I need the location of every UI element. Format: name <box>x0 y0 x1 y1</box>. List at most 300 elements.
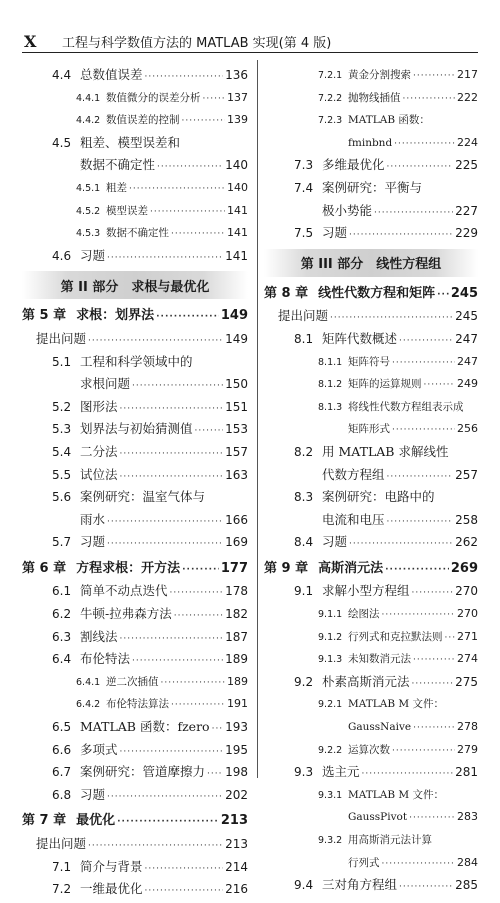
toc-title: 运算次数 <box>348 743 390 756</box>
toc-page-number: 245 <box>455 309 478 324</box>
toc-entry-line <box>22 351 248 374</box>
toc-title: 案例研究：平衡与 <box>322 179 423 195</box>
toc-entry <box>22 878 248 901</box>
toc-entry-line <box>264 396 478 419</box>
toc-page-number: 191 <box>227 697 248 711</box>
toc-title: 选主元 <box>322 764 360 780</box>
toc-title: 电流和电压 <box>322 511 385 527</box>
toc-number: 5.3 <box>52 422 72 437</box>
toc-number: 5.2 <box>52 399 72 414</box>
toc-title: 线性代数方程和矩阵 <box>318 285 436 301</box>
toc-title: 一维最优化 <box>80 881 143 897</box>
toc-title: 数据不确定性 <box>106 227 169 240</box>
toc-number: 8.1.3 <box>318 401 343 413</box>
leader-dots <box>129 178 225 201</box>
toc-entry <box>264 874 478 897</box>
toc-title: 代数方程组 <box>322 466 385 482</box>
toc-entry <box>264 132 478 155</box>
leader-dots <box>117 811 219 834</box>
toc-title: 习题 <box>322 534 348 550</box>
toc-number: 7.5 <box>294 226 314 241</box>
leader-dots <box>145 880 224 903</box>
toc-page-number: 262 <box>455 535 478 550</box>
toc-number: 6.1 <box>52 584 72 599</box>
leader-dots <box>399 330 453 353</box>
part-heading: 第 II 部分 求根与最优化 <box>22 271 248 299</box>
toc-chapter-entry <box>264 558 478 581</box>
toc-page-number: 271 <box>457 629 478 643</box>
toc-entry <box>264 222 478 245</box>
toc-title: 数据不确定性 <box>80 157 156 173</box>
toc-page-number: 279 <box>457 742 478 756</box>
toc-page-number: 281 <box>455 765 478 780</box>
toc-entry <box>22 580 248 603</box>
toc-number: 7.4 <box>294 180 314 195</box>
toc-title: 简介与背景 <box>80 858 143 874</box>
leader-dots <box>424 374 456 397</box>
toc-page-number: 166 <box>225 512 248 527</box>
toc-entry <box>22 154 248 177</box>
toc-number: 8.4 <box>294 535 314 550</box>
toc-number: 6.3 <box>52 629 72 644</box>
toc-title: 方程求根：开方法 <box>76 560 181 576</box>
leader-dots <box>120 466 224 489</box>
toc-page-number: 285 <box>455 878 478 893</box>
toc-number: 第 7 章 <box>22 813 67 829</box>
toc-entry <box>22 784 248 807</box>
toc-title: 工程和科学领域中的 <box>80 353 193 369</box>
leader-dots <box>107 786 223 809</box>
toc-title: 黄金分割搜索 <box>348 69 411 81</box>
toc-number: 6.4 <box>52 652 72 667</box>
toc-number: 6.5 <box>52 720 72 735</box>
toc-number: 9.2.2 <box>318 744 343 756</box>
toc-page-number: 270 <box>455 584 478 599</box>
toc-title: 牛顿-拉弗森方法 <box>80 606 172 622</box>
toc-page-number: 141 <box>227 203 248 217</box>
toc-entry <box>264 200 478 223</box>
toc-page-number: 283 <box>457 810 478 824</box>
toc-page-number: 247 <box>455 331 478 346</box>
leader-dots <box>399 876 453 899</box>
toc-number: 9.1 <box>294 584 314 599</box>
page-number: X <box>24 32 37 51</box>
leader-dots <box>362 763 454 786</box>
toc-entry-line <box>264 784 478 807</box>
toc-page-number: 163 <box>225 467 248 482</box>
toc-number: 7.2.2 <box>318 92 343 104</box>
toc-entry <box>264 464 478 487</box>
toc-number: 第 9 章 <box>264 560 309 576</box>
toc-entry <box>22 626 248 649</box>
toc-title: 逆二次插值 <box>106 675 159 688</box>
toc-page-number: 189 <box>227 674 248 688</box>
toc-number: 6.2 <box>52 607 72 622</box>
toc-title: 模型误差 <box>106 204 148 217</box>
toc-title: 求根：划界法 <box>76 308 155 324</box>
toc-entry-line <box>264 109 478 132</box>
toc-entry <box>22 739 248 762</box>
toc-number: 8.3 <box>294 490 314 505</box>
toc-entry <box>22 531 248 554</box>
toc-title: 粗差 <box>106 181 127 194</box>
toc-title: 求根问题 <box>80 376 131 392</box>
leader-dots <box>107 533 223 556</box>
leader-dots <box>212 718 224 741</box>
toc-entry <box>22 245 248 268</box>
toc-title: 提出问题 <box>36 330 87 346</box>
toc-page-number: 225 <box>455 158 478 173</box>
toc-title: 多维最优化 <box>322 157 385 173</box>
toc-title: 数值微分的误差分析 <box>106 91 201 104</box>
toc-chapter-entry <box>264 283 478 306</box>
toc-number: 5.5 <box>52 467 72 482</box>
leader-dots <box>120 741 224 764</box>
leader-dots <box>120 628 224 651</box>
toc-number: 第 5 章 <box>22 308 67 324</box>
toc-entry <box>22 200 248 223</box>
toc-number: 7.2 <box>52 882 72 897</box>
toc-entry <box>22 87 248 110</box>
toc-title: GaussPivot <box>348 811 408 824</box>
leader-dots <box>88 835 223 858</box>
toc-page-number: 213 <box>220 813 248 829</box>
toc-page-number: 278 <box>457 720 478 734</box>
toc-number: 9.1.1 <box>318 609 343 621</box>
toc-number: 第 6 章 <box>22 560 67 576</box>
toc-page-number: 141 <box>227 226 248 240</box>
leader-dots <box>412 673 454 696</box>
toc-entry-line <box>264 829 478 852</box>
toc-number: 4.5.2 <box>76 205 101 217</box>
leader-dots <box>394 133 455 156</box>
leader-dots <box>120 398 224 421</box>
leader-dots <box>413 649 455 672</box>
toc-title: 试位法 <box>80 466 118 482</box>
toc-entry <box>264 806 478 829</box>
toc-title: 粗差、模型误差和 <box>80 134 181 150</box>
toc-entry <box>264 739 478 762</box>
toc-number: 9.3.2 <box>318 835 343 846</box>
leader-dots <box>171 223 225 246</box>
leader-dots <box>182 559 219 582</box>
toc-title: 图形法 <box>80 398 118 414</box>
toc-entry-line <box>264 486 478 509</box>
leader-dots <box>413 717 455 740</box>
toc-number: 7.2.3 <box>318 115 343 127</box>
toc-page-number: 140 <box>225 158 248 173</box>
toc-title: 矩阵形式 <box>348 423 390 436</box>
toc-title: 矩阵符号 <box>348 355 390 368</box>
leader-dots <box>107 247 223 270</box>
toc-title: 求解小型方程组 <box>322 583 410 599</box>
toc-entry-line <box>264 693 478 716</box>
toc-number: 4.4.1 <box>76 92 101 104</box>
toc-entry-line <box>22 132 248 155</box>
leader-dots <box>132 375 223 398</box>
toc-entry <box>22 464 248 487</box>
toc-title: 矩阵代数概述 <box>322 330 398 346</box>
toc-title: 划界法与初始猜测值 <box>80 421 193 437</box>
toc-page-number: 193 <box>225 720 248 735</box>
toc-entry <box>22 373 248 396</box>
toc-number: 9.4 <box>294 878 314 893</box>
toc-entry <box>264 761 478 784</box>
toc-page-number: 274 <box>457 652 478 666</box>
leader-dots <box>161 672 226 695</box>
toc-page-number: 224 <box>457 135 478 149</box>
leader-dots <box>445 627 456 650</box>
leader-dots <box>145 858 224 881</box>
toc-title: 行列式 <box>348 856 380 869</box>
toc-title: GaussNaive <box>348 721 412 734</box>
book-title: 工程与科学数值方法的 MATLAB 实现(第 4 版) <box>62 36 332 51</box>
column-separator <box>257 60 258 778</box>
toc-number: 8.1.2 <box>318 379 343 391</box>
toc-title: 用高斯消元法计算 <box>348 834 432 846</box>
toc-entry <box>22 222 248 245</box>
toc-title: 布伦特法 <box>80 651 131 667</box>
toc-title: 案例研究：电路中的 <box>322 489 435 505</box>
toc-entry-line <box>22 486 248 509</box>
toc-page-number: 245 <box>450 285 478 301</box>
toc-entry <box>22 693 248 716</box>
toc-page-number: 139 <box>227 113 248 127</box>
toc-page-number: 214 <box>225 859 248 874</box>
toc-page-number: 258 <box>455 512 478 527</box>
toc-right-column <box>264 64 478 897</box>
toc-entry <box>22 441 248 464</box>
toc-number: 4.4.2 <box>76 115 101 127</box>
header-rule <box>22 52 478 53</box>
toc-entry <box>264 351 478 374</box>
toc-number: 8.1 <box>294 331 314 346</box>
leader-dots <box>385 559 449 582</box>
toc-page-number: 151 <box>225 399 248 414</box>
leader-dots <box>171 694 225 717</box>
toc-page-number: 189 <box>225 652 248 667</box>
toc-entry <box>22 109 248 132</box>
toc-title: 最优化 <box>76 813 116 829</box>
leader-dots <box>412 582 454 605</box>
leader-dots <box>182 110 226 133</box>
toc-page-number: 217 <box>457 68 478 81</box>
toc-chapter-entry <box>22 810 248 833</box>
toc-entry <box>22 177 248 200</box>
leader-dots <box>120 443 224 466</box>
toc-page-number: 275 <box>455 674 478 689</box>
toc-page-number: 249 <box>457 377 478 391</box>
toc-number: 6.4.2 <box>76 699 101 711</box>
toc-title: 数值误差的控制 <box>106 114 180 127</box>
toc-page-number: 137 <box>227 90 248 104</box>
leader-dots <box>374 202 453 225</box>
toc-entry <box>264 509 478 532</box>
toc-entry <box>22 716 248 739</box>
leader-dots <box>349 533 453 556</box>
toc-page-number: 257 <box>455 467 478 482</box>
toc-entry <box>22 418 248 441</box>
toc-entry <box>264 580 478 603</box>
leader-dots <box>88 330 223 353</box>
toc-page-number: 140 <box>227 180 248 194</box>
toc-number: 4.5 <box>52 135 72 150</box>
toc-entry <box>264 648 478 671</box>
toc-number: 5.7 <box>52 535 72 550</box>
toc-number: 9.1.3 <box>318 654 343 666</box>
toc-number: 9.2.1 <box>318 699 343 711</box>
toc-title: 习题 <box>322 225 348 241</box>
leader-dots <box>437 284 449 307</box>
toc-page-number: 141 <box>225 248 248 263</box>
toc-title: 习题 <box>80 786 106 802</box>
toc-page-number: 136 <box>225 68 248 82</box>
leader-dots <box>195 420 224 443</box>
leader-dots <box>387 466 454 489</box>
toc-title: 习题 <box>80 247 106 263</box>
leader-dots <box>409 807 455 830</box>
leader-dots <box>403 88 456 111</box>
toc-page-number: 227 <box>455 203 478 218</box>
toc-chapter-entry <box>22 558 248 581</box>
toc-entry <box>264 305 478 328</box>
toc-title: 案例研究：管道摩擦力 <box>80 764 206 780</box>
toc-number: 6.4.1 <box>76 676 101 688</box>
toc-title: 二分法 <box>80 443 118 459</box>
toc-page-number: 177 <box>220 560 248 576</box>
toc-title: MATLAB 函数：fzero <box>80 719 210 735</box>
toc-entry <box>264 154 478 177</box>
leader-dots <box>174 605 223 628</box>
toc-entry <box>264 626 478 649</box>
toc-title: 矩阵的运算规则 <box>348 378 422 391</box>
toc-entry <box>22 648 248 671</box>
toc-title: 用 MATLAB 求解线性 <box>322 443 449 459</box>
leader-dots <box>392 352 455 375</box>
toc-title: 案例研究：温室气体与 <box>80 489 206 505</box>
toc-entry <box>264 531 478 554</box>
toc-number: 5.4 <box>52 444 72 459</box>
toc-entry <box>22 833 248 856</box>
toc-entry <box>264 328 478 351</box>
toc-entry <box>264 64 478 87</box>
toc-number: 4.6 <box>52 248 72 263</box>
toc-number: 7.1 <box>52 859 72 874</box>
toc-entry <box>22 64 248 87</box>
toc-number: 5.1 <box>52 354 72 369</box>
leader-dots <box>107 511 223 534</box>
toc-page-number: 256 <box>457 422 478 436</box>
toc-title: MATLAB M 文件： <box>348 698 444 711</box>
toc-page-number: 269 <box>450 560 478 576</box>
toc-number: 7.3 <box>294 158 314 173</box>
toc-title: 高斯消元法 <box>318 560 384 576</box>
leader-dots <box>132 650 223 673</box>
leader-dots <box>392 419 455 442</box>
toc-page-number: 150 <box>225 377 248 392</box>
toc-number: 9.2 <box>294 674 314 689</box>
toc-page-number: 169 <box>225 535 248 550</box>
leader-dots <box>145 66 224 89</box>
toc-page-number: 198 <box>225 765 248 780</box>
toc-title: 布伦特法算法 <box>106 698 169 711</box>
toc-title: 绘图法 <box>348 608 380 621</box>
toc-chapter-entry <box>22 305 248 328</box>
toc-page-number: 178 <box>225 584 248 599</box>
toc-entry <box>264 716 478 739</box>
leader-dots <box>413 65 455 88</box>
toc-number: 8.1.1 <box>318 356 343 368</box>
part-heading: 第 III 部分 线性方程组 <box>264 249 478 277</box>
toc-number: 9.1.2 <box>318 631 343 643</box>
leader-dots <box>203 88 226 111</box>
toc-entry-line <box>264 177 478 200</box>
toc-entry-line <box>264 441 478 464</box>
toc-entry <box>22 671 248 694</box>
toc-title: 割线法 <box>80 628 118 644</box>
toc-page-number: 153 <box>225 422 248 437</box>
toc-page-number: 195 <box>225 742 248 757</box>
toc-title: 抛物线插值 <box>348 91 401 104</box>
toc-page-number: 216 <box>225 882 248 897</box>
toc-page-number: 270 <box>457 607 478 621</box>
toc-entry <box>22 603 248 626</box>
toc-title: 总数值误差 <box>80 67 143 82</box>
toc-number: 6.7 <box>52 765 72 780</box>
leader-dots <box>330 307 453 330</box>
toc-page-number: 149 <box>220 308 248 324</box>
toc-number: 5.6 <box>52 490 72 505</box>
page-header <box>0 0 500 56</box>
toc-entry <box>264 373 478 396</box>
toc-title: 多项式 <box>80 741 118 757</box>
toc-entry <box>264 852 478 875</box>
toc-title: MATLAB M 文件： <box>348 788 444 801</box>
toc-entry <box>22 328 248 351</box>
leader-dots <box>150 201 225 224</box>
toc-title: 三对角方程组 <box>322 877 398 893</box>
toc-number: 6.8 <box>52 787 72 802</box>
toc-title: 未知数消元法 <box>348 653 411 666</box>
leader-dots <box>382 604 456 627</box>
toc-page-number: 247 <box>457 354 478 368</box>
toc-number: 第 8 章 <box>264 285 309 301</box>
toc-title: 将线性代数方程组表示成 <box>348 400 464 413</box>
toc-page-number: 202 <box>225 787 248 802</box>
toc-title: 习题 <box>80 534 106 550</box>
leader-dots <box>207 763 223 786</box>
toc-number: 9.3.1 <box>318 789 343 801</box>
toc-title: 行列式和克拉默法则 <box>348 630 443 643</box>
toc-title: 极小势能 <box>322 202 373 218</box>
toc-entry <box>264 671 478 694</box>
toc-entry <box>264 87 478 110</box>
toc-entry <box>22 761 248 784</box>
toc-title: 提出问题 <box>36 836 87 851</box>
toc-entry <box>22 396 248 419</box>
toc-page-number: 182 <box>225 607 248 622</box>
toc-entry <box>264 418 478 441</box>
leader-dots <box>387 511 454 534</box>
toc-title: 提出问题 <box>278 308 329 324</box>
toc-page-number: 187 <box>225 629 248 644</box>
leader-dots <box>382 853 456 876</box>
leader-dots <box>387 156 454 179</box>
toc-entry <box>22 509 248 532</box>
toc-number: 4.5.3 <box>76 228 101 240</box>
toc-page-number: 222 <box>457 90 478 104</box>
leader-dots <box>170 582 224 605</box>
